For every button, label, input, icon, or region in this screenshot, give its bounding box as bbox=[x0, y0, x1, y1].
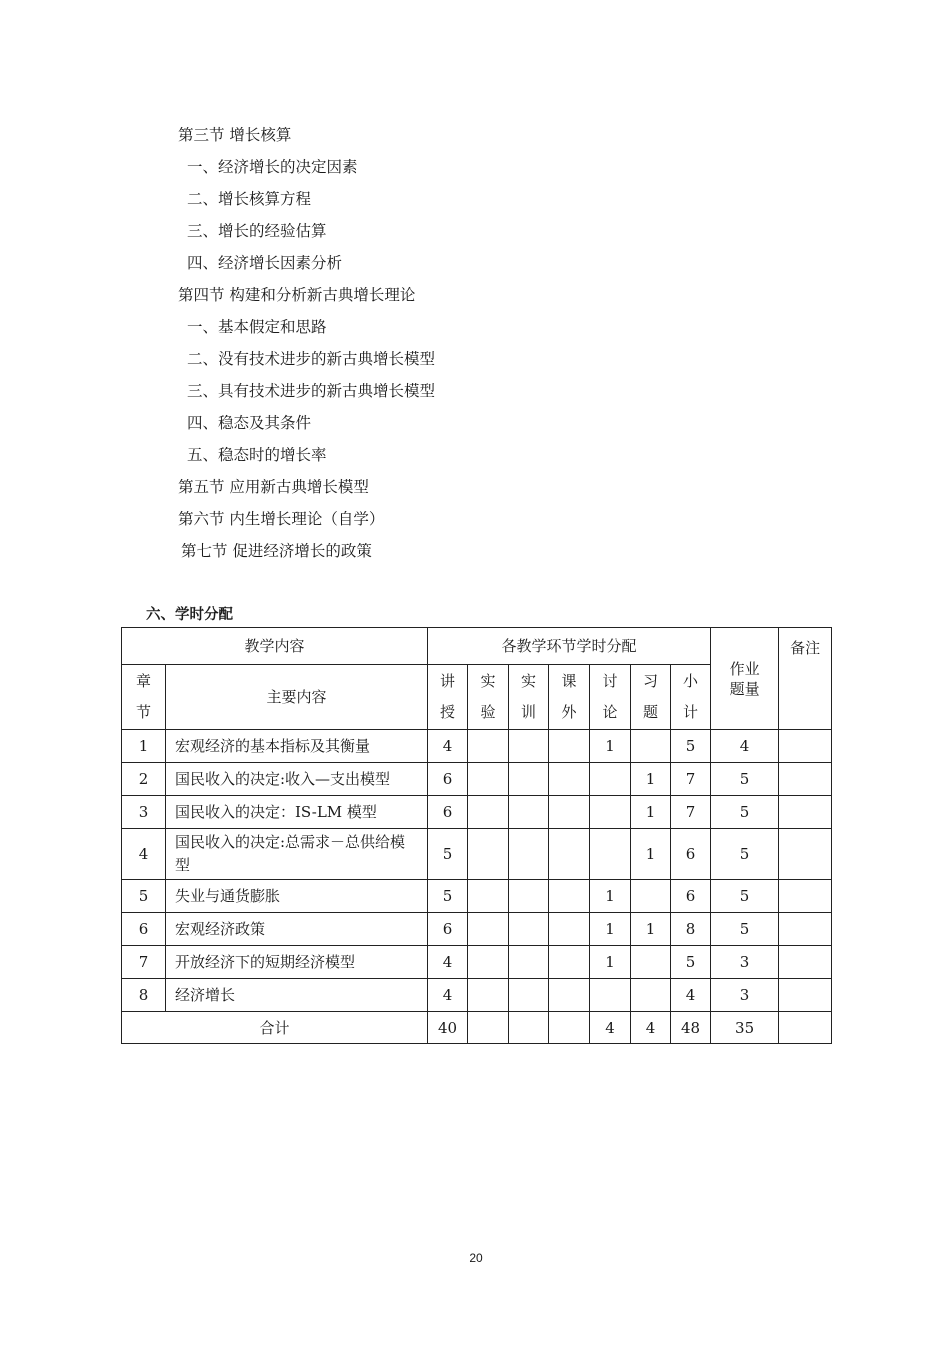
experiment-cell bbox=[468, 829, 509, 880]
outline-item: 四、经济增长因素分析 bbox=[187, 254, 343, 272]
remarks-cell bbox=[779, 796, 832, 829]
remarks-cell bbox=[779, 979, 832, 1012]
subtotal-cell: 4 bbox=[671, 979, 711, 1012]
discussion-cell bbox=[590, 763, 631, 796]
homework-cell: 5 bbox=[711, 829, 779, 880]
content-cell: 经济增长 bbox=[166, 979, 428, 1012]
training-cell bbox=[509, 763, 549, 796]
chapter-cell: 2 bbox=[122, 763, 166, 796]
total-label: 合计 bbox=[122, 1012, 428, 1044]
exercise-cell: 1 bbox=[631, 829, 671, 880]
lecture-cell: 6 bbox=[428, 913, 468, 946]
extracurricular-cell bbox=[549, 763, 590, 796]
extracurricular-total bbox=[549, 1012, 590, 1044]
discussion-total: 4 bbox=[590, 1012, 631, 1044]
remarks-header: 备注 bbox=[779, 628, 832, 730]
training-cell bbox=[509, 730, 549, 763]
hours-allocation-table bbox=[121, 627, 832, 1044]
outline-item: 二、没有技术进步的新古典增长模型 bbox=[187, 350, 436, 368]
exercise-cell bbox=[631, 880, 671, 913]
homework-cell: 4 bbox=[711, 730, 779, 763]
discussion-cell bbox=[590, 979, 631, 1012]
remarks-cell bbox=[779, 913, 832, 946]
outline-item: 三、具有技术进步的新古典增长模型 bbox=[187, 382, 436, 400]
training-cell bbox=[509, 829, 549, 880]
total-row bbox=[122, 1012, 832, 1044]
subtotal-total: 48 bbox=[671, 1012, 711, 1044]
extracurricular-cell bbox=[549, 979, 590, 1012]
table-row bbox=[122, 880, 832, 913]
remarks-cell bbox=[779, 829, 832, 880]
experiment-cell bbox=[468, 880, 509, 913]
homework-cell: 5 bbox=[711, 763, 779, 796]
lecture-cell: 5 bbox=[428, 880, 468, 913]
extracurricular-cell bbox=[549, 730, 590, 763]
page-number: 20 bbox=[469, 1251, 483, 1265]
extracurricular-cell bbox=[549, 913, 590, 946]
outline-item: 二、增长核算方程 bbox=[187, 190, 312, 208]
exercise-cell bbox=[631, 730, 671, 763]
training-total bbox=[509, 1012, 549, 1044]
subtotal-cell: 7 bbox=[671, 763, 711, 796]
content-cell: 开放经济下的短期经济模型 bbox=[166, 946, 428, 979]
remarks-cell bbox=[779, 880, 832, 913]
discussion-cell: 1 bbox=[590, 730, 631, 763]
experiment-cell bbox=[468, 979, 509, 1012]
remarks-cell bbox=[779, 946, 832, 979]
teaching-content-header: 教学内容 bbox=[122, 628, 428, 665]
homework-cell: 3 bbox=[711, 946, 779, 979]
table-row bbox=[122, 946, 832, 979]
discussion-cell: 1 bbox=[590, 880, 631, 913]
content-cell: 宏观经济政策 bbox=[166, 913, 428, 946]
outline-item: 四、稳态及其条件 bbox=[187, 414, 312, 432]
exercise-cell bbox=[631, 979, 671, 1012]
chapter-cell: 3 bbox=[122, 796, 166, 829]
extracurricular-cell bbox=[549, 829, 590, 880]
homework-cell: 3 bbox=[711, 979, 779, 1012]
subtotal-header: 小 计 bbox=[671, 665, 711, 730]
table-header-row bbox=[122, 628, 832, 665]
training-cell bbox=[509, 913, 549, 946]
homework-cell: 5 bbox=[711, 880, 779, 913]
lecture-header: 讲 授 bbox=[428, 665, 468, 730]
chapter-cell: 4 bbox=[122, 829, 166, 880]
exercise-header: 习 题 bbox=[631, 665, 671, 730]
subtotal-cell: 5 bbox=[671, 946, 711, 979]
content-cell: 国民收入的决定:总需求－总供给模型 bbox=[166, 829, 428, 880]
outline-section-heading: 第六节 内生增长理论（自学） bbox=[178, 510, 385, 528]
lecture-cell: 4 bbox=[428, 730, 468, 763]
discussion-cell: 1 bbox=[590, 913, 631, 946]
discussion-cell: 1 bbox=[590, 946, 631, 979]
experiment-cell bbox=[468, 763, 509, 796]
chapter-cell: 8 bbox=[122, 979, 166, 1012]
homework-cell: 5 bbox=[711, 796, 779, 829]
content-cell: 宏观经济的基本指标及其衡量 bbox=[166, 730, 428, 763]
remarks-total bbox=[779, 1012, 832, 1044]
exercise-cell: 1 bbox=[631, 913, 671, 946]
lecture-cell: 6 bbox=[428, 796, 468, 829]
extracurricular-cell bbox=[549, 880, 590, 913]
hours-distribution-header: 各教学环节学时分配 bbox=[428, 628, 711, 665]
extracurricular-header: 课 外 bbox=[549, 665, 590, 730]
content-cell: 失业与通货膨胀 bbox=[166, 880, 428, 913]
main-content-header: 主要内容 bbox=[166, 665, 428, 730]
homework-total: 35 bbox=[711, 1012, 779, 1044]
outline-item: 五、稳态时的增长率 bbox=[187, 446, 327, 464]
discussion-cell bbox=[590, 829, 631, 880]
training-header: 实 训 bbox=[509, 665, 549, 730]
table-row bbox=[122, 979, 832, 1012]
outline-section-heading: 第四节 构建和分析新古典增长理论 bbox=[178, 286, 416, 304]
extracurricular-cell bbox=[549, 946, 590, 979]
experiment-cell bbox=[468, 946, 509, 979]
experiment-cell bbox=[468, 913, 509, 946]
table-row bbox=[122, 730, 832, 763]
exercise-total: 4 bbox=[631, 1012, 671, 1044]
extracurricular-cell bbox=[549, 796, 590, 829]
chapter-header: 章 节 bbox=[122, 665, 166, 730]
homework-cell: 5 bbox=[711, 913, 779, 946]
lecture-cell: 5 bbox=[428, 829, 468, 880]
outline-section-heading: 第七节 促进经济增长的政策 bbox=[181, 542, 372, 560]
table-row bbox=[122, 829, 832, 880]
outline-section-heading: 第五节 应用新古典增长模型 bbox=[178, 478, 369, 496]
experiment-total bbox=[468, 1012, 509, 1044]
experiment-cell bbox=[468, 796, 509, 829]
training-cell bbox=[509, 979, 549, 1012]
experiment-header: 实 验 bbox=[468, 665, 509, 730]
chapter-cell: 5 bbox=[122, 880, 166, 913]
remarks-cell bbox=[779, 763, 832, 796]
exercise-cell: 1 bbox=[631, 763, 671, 796]
content-cell: 国民收入的决定：IS-LM 模型 bbox=[166, 796, 428, 829]
lecture-cell: 4 bbox=[428, 979, 468, 1012]
training-cell bbox=[509, 796, 549, 829]
training-cell bbox=[509, 946, 549, 979]
discussion-header: 讨 论 bbox=[590, 665, 631, 730]
subtotal-cell: 5 bbox=[671, 730, 711, 763]
chapter-cell: 1 bbox=[122, 730, 166, 763]
table-row bbox=[122, 913, 832, 946]
remarks-cell bbox=[779, 730, 832, 763]
chapter-cell: 6 bbox=[122, 913, 166, 946]
table-row bbox=[122, 763, 832, 796]
table-row bbox=[122, 796, 832, 829]
chapter-cell: 7 bbox=[122, 946, 166, 979]
lecture-cell: 6 bbox=[428, 763, 468, 796]
training-cell bbox=[509, 880, 549, 913]
subtotal-cell: 6 bbox=[671, 880, 711, 913]
subtotal-cell: 6 bbox=[671, 829, 711, 880]
subtotal-cell: 8 bbox=[671, 913, 711, 946]
outline-section-heading: 第三节 增长核算 bbox=[178, 126, 292, 144]
lecture-cell: 4 bbox=[428, 946, 468, 979]
outline-item: 一、基本假定和思路 bbox=[187, 318, 327, 336]
section-title: 六、学时分配 bbox=[146, 607, 233, 623]
exercise-cell: 1 bbox=[631, 796, 671, 829]
outline-item: 三、增长的经验估算 bbox=[187, 222, 327, 240]
discussion-cell bbox=[590, 796, 631, 829]
subtotal-cell: 7 bbox=[671, 796, 711, 829]
experiment-cell bbox=[468, 730, 509, 763]
lecture-total: 40 bbox=[428, 1012, 468, 1044]
content-cell: 国民收入的决定:收入—支出模型 bbox=[166, 763, 428, 796]
outline-item: 一、经济增长的决定因素 bbox=[187, 158, 358, 176]
homework-header: 作业 题量 bbox=[711, 628, 779, 730]
exercise-cell bbox=[631, 946, 671, 979]
